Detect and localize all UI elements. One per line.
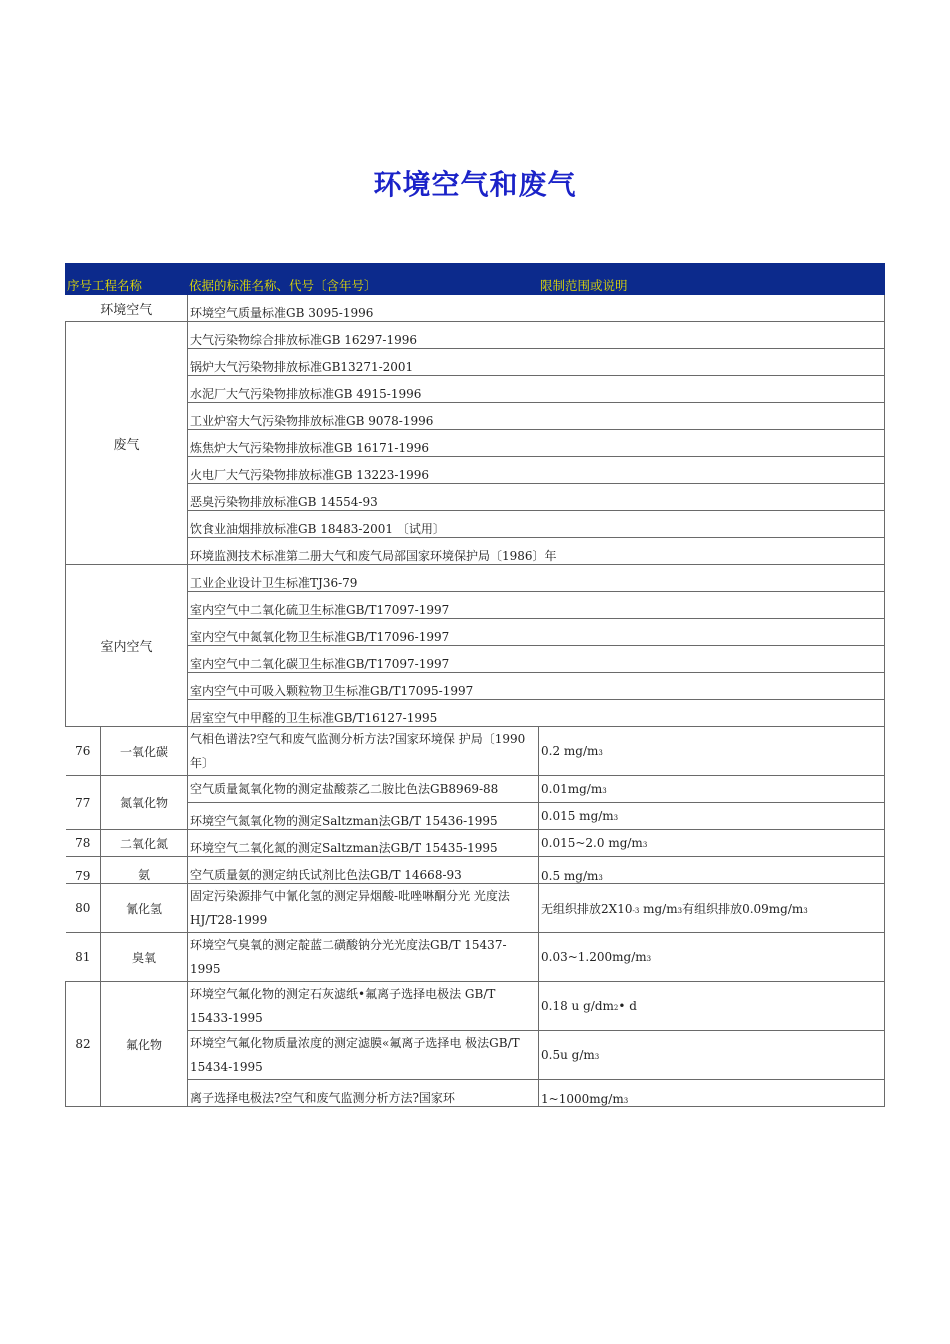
- row-number: 78: [66, 830, 101, 857]
- standard-cell: 环境空气质量标准GB 3095-1996: [188, 295, 885, 322]
- limit-superscript: 3: [803, 906, 808, 915]
- limit-superscript: 3: [598, 874, 603, 882]
- standard-cell: 环境空气二氧化氮的测定Saltzman法GB/T 15435-1995: [188, 830, 539, 857]
- row-number: 82: [66, 982, 101, 1107]
- limit-value: 0.015 mg/m: [541, 809, 614, 823]
- standard-cell: 环境空气氮氧化物的测定Saltzman法GB/T 15436-1995: [188, 803, 539, 830]
- limit-value: 0.2 mg/m: [541, 744, 599, 758]
- standard-cell: 室内空气中氮氧化物卫生标准GB/T17096-1997: [188, 619, 885, 646]
- table-row: [66, 403, 885, 430]
- limit-superscript: 3: [602, 787, 607, 795]
- limit-superscript: 3: [613, 814, 619, 822]
- standard-cell: 室内空气中可吸入颗粒物卫生标准GB/T17095-1997: [188, 673, 885, 700]
- header-limit: 限制范围或说明: [539, 264, 885, 295]
- limit-value: 有组织排放0.09mg/m: [682, 901, 804, 916]
- limit-value: • d: [618, 999, 637, 1013]
- standard-cell: 水泥厂大气污染物排放标准GB 4915-1996: [188, 376, 885, 403]
- table-row: [66, 1031, 885, 1080]
- standard-cell: 工业炉窑大气污染物排放标准GB 9078-1996: [188, 403, 885, 430]
- row-number: 77: [66, 776, 101, 830]
- standard-cell: 室内空气中二氧化碳卫生标准GB/T17097-1997: [188, 646, 885, 673]
- table-row: [66, 830, 885, 857]
- standard-cell: 固定污染源排气中氰化氢的测定异烟酸-吡唑啉酮分光 光度法 HJ/T28-1999: [188, 884, 539, 933]
- standard-cell: 环境空气氟化物的测定石灰滤纸•氟离子选择电极法 GB/T 15433-1995: [188, 982, 539, 1031]
- header-standard: 依据的标准名称、代号〔含年号〕: [188, 264, 539, 295]
- limit-cell: [539, 803, 885, 830]
- table-row: [66, 592, 885, 619]
- table-header: [66, 264, 885, 295]
- limit-value: 0.5 mg/m: [541, 869, 599, 883]
- table-row: [66, 295, 885, 322]
- item-name: 氟化物: [101, 982, 188, 1107]
- limit-superscript: 3: [594, 1053, 600, 1061]
- table-row: [66, 457, 885, 484]
- item-name: 氰化氢: [101, 884, 188, 933]
- limit-value: 0.015~2.0 mg/m: [541, 836, 643, 850]
- table-row: [66, 933, 885, 982]
- table-row: [66, 619, 885, 646]
- standard-cell: 锅炉大气污染物排放标准GB13271-2001: [188, 349, 885, 376]
- table-row: [66, 700, 885, 727]
- limit-cell: [539, 982, 885, 1031]
- category-label: 室内空气: [66, 565, 188, 727]
- table-row: [66, 673, 885, 700]
- table-row: [66, 322, 885, 349]
- row-number: 80: [66, 884, 101, 933]
- limit-value: 无组织排放2X10: [541, 901, 633, 916]
- limit-value: 1~1000mg/m: [541, 1092, 624, 1106]
- limit-cell: [539, 933, 885, 982]
- limit-value: 0.5u g/m: [541, 1048, 595, 1062]
- limit-value: mg/m: [639, 901, 678, 916]
- limit-superscript: 2: [613, 1004, 619, 1012]
- limit-cell: [539, 776, 885, 803]
- table-row: [66, 1080, 885, 1107]
- item-name: 氨: [101, 857, 188, 884]
- standard-cell: 空气质量氨的测定纳氏试剂比色法GB/T 14668-93: [188, 857, 539, 884]
- standard-cell: 环境监测技术标准第二册大气和废气局部国家环境保护局〔1986〕年: [188, 538, 885, 565]
- limit-superscript: 3: [646, 955, 652, 963]
- table-row: [66, 884, 885, 933]
- table-row: [66, 430, 885, 457]
- limit-cell: [539, 830, 885, 857]
- table-row: [66, 538, 885, 565]
- standard-cell: 居室空气中甲醛的卫生标准GB/T16127-1995: [188, 700, 885, 727]
- item-name: 一氧化碳: [101, 727, 188, 776]
- standard-cell: 火电厂大气污染物排放标准GB 13223-1996: [188, 457, 885, 484]
- standard-cell: 环境空气臭氧的测定靛蓝二磺酸钠分光光度法GB/T 15437-1995: [188, 933, 539, 982]
- limit-value: 0.18 u g/dm: [541, 999, 614, 1013]
- item-name: 氮氧化物: [101, 776, 188, 830]
- item-name: 二氧化氮: [101, 830, 188, 857]
- table-row: [66, 803, 885, 830]
- table-row: [66, 349, 885, 376]
- table-row: [66, 727, 885, 776]
- standard-cell: 恶臭污染物排放标准GB 14554-93: [188, 484, 885, 511]
- header-no-name: 序号工程名称: [66, 264, 188, 295]
- limit-superscript: 3: [598, 749, 603, 757]
- table-row: [66, 857, 885, 884]
- limit-cell: [539, 884, 885, 933]
- standard-cell: 环境空气氟化物质量浓度的测定滤膜«氟离子选择电 极法GB/T 15434-1995: [188, 1031, 539, 1080]
- limit-value: 0.01mg/m: [541, 782, 603, 796]
- table-row: [66, 511, 885, 538]
- table-row: [66, 982, 885, 1031]
- standard-cell: 空气质量氮氧化物的测定盐酸萘乙二胺比色法GB8969-88: [188, 776, 539, 803]
- standard-cell: 饮食业油烟排放标准GB 18483-2001 〔试用〕: [188, 511, 885, 538]
- limit-superscript: -3: [632, 906, 640, 915]
- limit-cell: [539, 857, 885, 884]
- page-title: 环境空气和废气: [373, 168, 577, 201]
- table-row: [66, 484, 885, 511]
- standard-cell: 工业企业设计卫生标准TJ36-79: [188, 565, 885, 592]
- category-label: 废气: [66, 322, 188, 565]
- standard-cell: 大气污染物综合排放标准GB 16297-1996: [188, 322, 885, 349]
- standard-cell: 气相色谱法?空气和废气监测分析方法?国家环境保 护局〔1990年〕: [188, 727, 539, 776]
- category-label: 环境空气: [66, 295, 188, 322]
- limit-superscript: 3: [623, 1097, 629, 1105]
- limit-cell: [539, 1031, 885, 1080]
- row-number: 81: [66, 933, 101, 982]
- row-number: 76: [66, 727, 101, 776]
- row-number: 79: [66, 857, 101, 884]
- limit-cell: [539, 1080, 885, 1107]
- limit-superscript: 3: [642, 841, 648, 849]
- item-name: 臭氧: [101, 933, 188, 982]
- standard-cell: 离子选择电极法?空气和废气监测分析方法?国家环: [188, 1080, 539, 1107]
- standards-table: [65, 263, 885, 1107]
- limit-cell: [539, 727, 885, 776]
- table-row: [66, 376, 885, 403]
- table-row: [66, 565, 885, 592]
- standard-cell: 室内空气中二氧化硫卫生标准GB/T17097-1997: [188, 592, 885, 619]
- limit-superscript: 3: [677, 906, 683, 915]
- table-row: [66, 646, 885, 673]
- table-row: [66, 776, 885, 803]
- limit-value: 0.03~1.200mg/m: [541, 950, 647, 964]
- standard-cell: 炼焦炉大气污染物排放标准GB 16171-1996: [188, 430, 885, 457]
